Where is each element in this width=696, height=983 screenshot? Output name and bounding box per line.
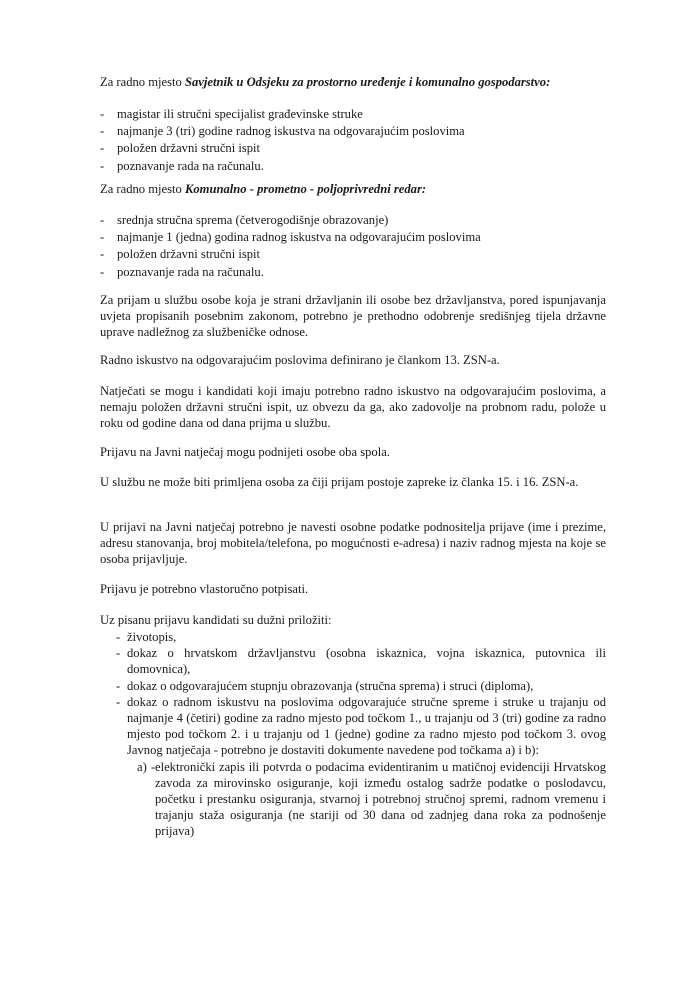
- list-item: - poznavanje rada na računalu.: [100, 158, 606, 174]
- paragraph-both-genders: Prijavu na Javni natječaj mogu podnijeti osobe oba spola.: [100, 445, 390, 459]
- list-item: - dokaz o radnom iskustvu na poslovima odgovarajuće stručne spreme i struke u trajanju od najmanje 4 (četiri) godine za radno mjesto pod točkom 1., u trajanju od 3 (tri) godine za radno mjesto pod točkom 2. i u trajanju od 1 (jedne) godine za radno mjesto pod točkom 3. ovog Javnog natječaja - potrebno je dostaviti dokumente navedene pod točkama a) i b): - a) elektronički zapis ili potvrda o podacima evidentiranim u matičnoj evidenciji Hrvatskog zavoda za mirovinsko osiguranje, koji između ostalog sadrže podatke o poslodavcu, početku i prestanku osiguranja, stvarnoj i potrebnoj stručnoj spremi, radnom vremenu i trajanju staža osiguranja (ne stariji od 30 dana od zadnjeg dana roka za podnošenje prijava): [100, 694, 606, 840]
- list-item: - dokaz o hrvatskom državljanstvu (osobna iskaznica, vojna iskaznica, putovnica ili domovnica),: [100, 645, 606, 677]
- paragraph-application-data: U prijavi na Javni natječaj potrebno je navesti osobne podatke podnositelja prijave (ime i prezime, adresu stanovanja, broj mobitela/telefona, po mogućnosti e-adresa) i naziv radnog mjesta na koje se osoba prijavljuje.: [100, 520, 606, 567]
- section-heading-1: Za radno mjesto Savjetnik u Odsjeku za prostorno uređenje i komunalno gospodarstvo:: [100, 75, 551, 89]
- list-item: - a) elektronički zapis ili potvrda o podacima evidentiranim u matičnoj evidenciji Hrvatskog zavoda za mirovinsko osiguranje, koji između ostalog sadrže podatke o poslodavcu, početku i prestanku osiguranja, stvarnoj i potrebnoj stručnoj spremi, radnom vremenu i trajanju staža osiguranja (ne stariji od 30 dana od zadnjeg dana roka za podnošenje prijava): [135, 759, 606, 840]
- paragraph-foreign-citizens: Za prijam u službu osobe koja je strani državljanin ili osobe bez državljanstva, pored ispunjavanja uvjeta propisanih posebnim zakonom, potrebno je prethodno odobrenje središnjeg tijela državne uprave nadležnog za službeničke odnose.: [100, 293, 606, 340]
- list-item: - poznavanje rada na računalu.: [100, 264, 606, 280]
- requirements-list-1: [100, 106, 606, 175]
- paragraph-obstacles: U službu ne može biti primljena osoba za čiji prijam postoje zapreke iz članka 15. i 16. ZSN-a.: [100, 475, 579, 489]
- paragraph-signature: Prijavu je potrebno vlastoručno potpisati.: [100, 582, 309, 596]
- section-heading-2: Za radno mjesto Komunalno - prometno - poljoprivredni redar:: [100, 182, 427, 196]
- list-item: - magistar ili stručni specijalist građevinske struke: [100, 106, 606, 122]
- list-item: - najmanje 3 (tri) godine radnog iskustva na odgovarajućim poslovima: [100, 123, 606, 139]
- list-item: - srednja stručna sprema (četverogodišnje obrazovanje): [100, 212, 606, 228]
- requirements-list-2: [100, 212, 606, 281]
- list-item: - životopis,: [100, 629, 606, 645]
- attachment-sub-list: [135, 759, 606, 840]
- paragraph-work-experience: Radno iskustvo na odgovarajućim poslovima definirano je člankom 13. ZSN-a.: [100, 353, 500, 367]
- list-item: - položen državni stručni ispit: [100, 246, 606, 262]
- list-item: - dokaz o odgovarajućem stupnju obrazovanja (stručna sprema) i struci (diploma),: [100, 678, 606, 694]
- paragraph-exam-obligation: Natječati se mogu i kandidati koji imaju potrebno radno iskustvo na odgovarajućim poslovima, a nemaju položen državni stručni ispit, uz obvezu da ga, ako zadovolje na probnom radu, polože u roku od godine dana od dana prijma u službu.: [100, 384, 606, 431]
- list-item: - najmanje 1 (jedna) godina radnog iskustva na odgovarajućim poslovima: [100, 229, 606, 245]
- list-item: - položen državni stručni ispit: [100, 140, 606, 156]
- attachments-intro: Uz pisanu prijavu kandidati su dužni priložiti:: [100, 613, 332, 627]
- attachments-list: [100, 629, 606, 840]
